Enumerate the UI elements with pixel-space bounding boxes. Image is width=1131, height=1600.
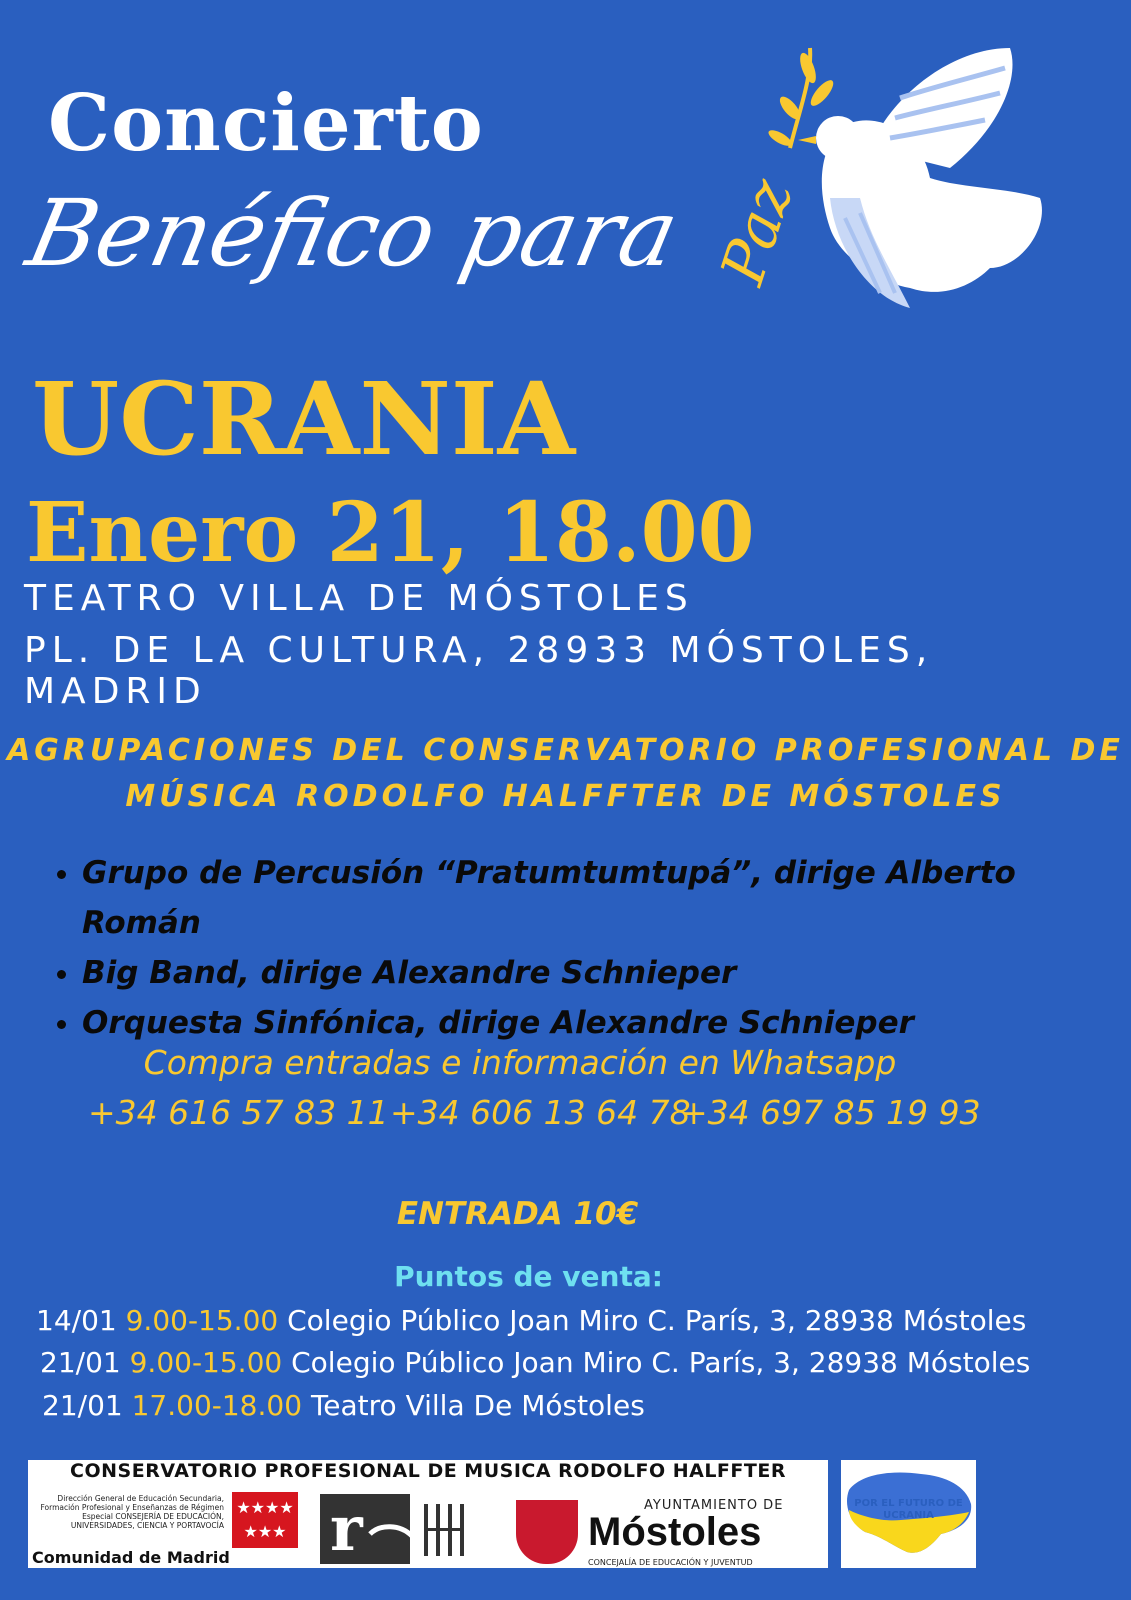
list-item: • Big Band, dirige Alexandre Schnieper [82, 948, 1131, 998]
sponsor-logos [28, 1460, 978, 1570]
performers-heading-line2: MÚSICA RODOLFO HALFFTER DE MÓSTOLES [125, 779, 1006, 814]
rh-logo-icon [320, 1494, 488, 1564]
list-item: • Grupo de Percusión “Pratumtumtupá”, dirige Alberto Román [82, 848, 1131, 948]
dove-icon [707, 38, 1080, 338]
sales-place: Colegio Público Joan Miro C. París, 3, 28938 Móstoles [291, 1346, 1031, 1379]
title-benefico: Benéfico para [18, 180, 688, 287]
conservatory-name: CONSERVATORIO PROFESIONAL DE MUSICA RODOLFO HALFFTER [70, 1460, 786, 1482]
sales-hours: 9.00-15.00 [125, 1304, 279, 1337]
performers-heading-line1: AGRUPACIONES DEL CONSERVATORIO PROFESIONAL DE [7, 733, 1124, 768]
venue-name: TEATRO VILLA DE MÓSTOLES [24, 578, 694, 619]
logo-strip [28, 1460, 828, 1568]
ayto-sub: CONCEJALÍA DE EDUCACIÓN Y JUVENTUD [588, 1558, 753, 1567]
ticket-price: ENTRADA 10€ [396, 1196, 639, 1232]
title-concierto: Concierto [48, 78, 484, 169]
event-datetime: Enero 21, 18.00 [26, 485, 755, 581]
phone-1[interactable]: +34 616 57 83 11 [88, 1093, 389, 1132]
venue-address: PL. DE LA CULTURA, 28933 MÓSTOLES, MADRID [24, 630, 934, 712]
sales-date: 14/01 [36, 1304, 117, 1337]
sales-date: 21/01 [40, 1346, 121, 1379]
ticket-info: Compra entradas e información en Whatsapp [143, 1043, 897, 1082]
mostoles-shield-icon [516, 1500, 578, 1564]
list-item: • Orquesta Sinfónica, dirige Alexandre Schnieper [82, 998, 1131, 1048]
ayto-label: AYUNTAMIENTO DE [644, 1498, 784, 1513]
performers-list [50, 848, 1131, 1048]
country-title: UCRANIA [32, 360, 576, 478]
sales-point-row [36, 1304, 1026, 1337]
sales-point-row [42, 1389, 645, 1422]
sales-point-row [40, 1346, 1030, 1379]
performers-heading [0, 728, 1131, 820]
sales-points-heading: Puntos de venta: [394, 1260, 663, 1293]
paz-label: Paz [707, 171, 807, 293]
sales-date: 21/01 [42, 1389, 123, 1422]
mostoles-logo [516, 1494, 816, 1567]
madrid-stars-icon: ★★★★ ★★★ [232, 1492, 298, 1548]
phone-2[interactable]: +34 606 13 64 78 [390, 1093, 691, 1132]
sales-hours: 9.00-15.00 [129, 1346, 283, 1379]
cm-name: Comunidad de Madrid [32, 1548, 230, 1567]
phone-3[interactable]: +34 697 85 19 93 [680, 1093, 981, 1132]
cm-department-text: Dirección General de Educación Secundaria, Formación Profesional y Enseñanzas de Régimen Especial CONSEJERÍA DE EDUCACIÓN, UNIVERSIDADES, CIENCIA Y PORTAVOCÍA [40, 1494, 224, 1530]
svg-text:r: r [330, 1492, 363, 1565]
sales-place: Colegio Público Joan Miro C. París, 3, 28938 Móstoles [287, 1304, 1027, 1337]
ayto-name: Móstoles [588, 1510, 762, 1554]
ukraine-logo [841, 1460, 976, 1568]
ukraine-label: POR EL FUTURO DE UCRANIA [854, 1498, 963, 1521]
sales-hours: 17.00-18.00 [131, 1389, 303, 1422]
sales-place: Teatro Villa De Móstoles [310, 1389, 645, 1422]
